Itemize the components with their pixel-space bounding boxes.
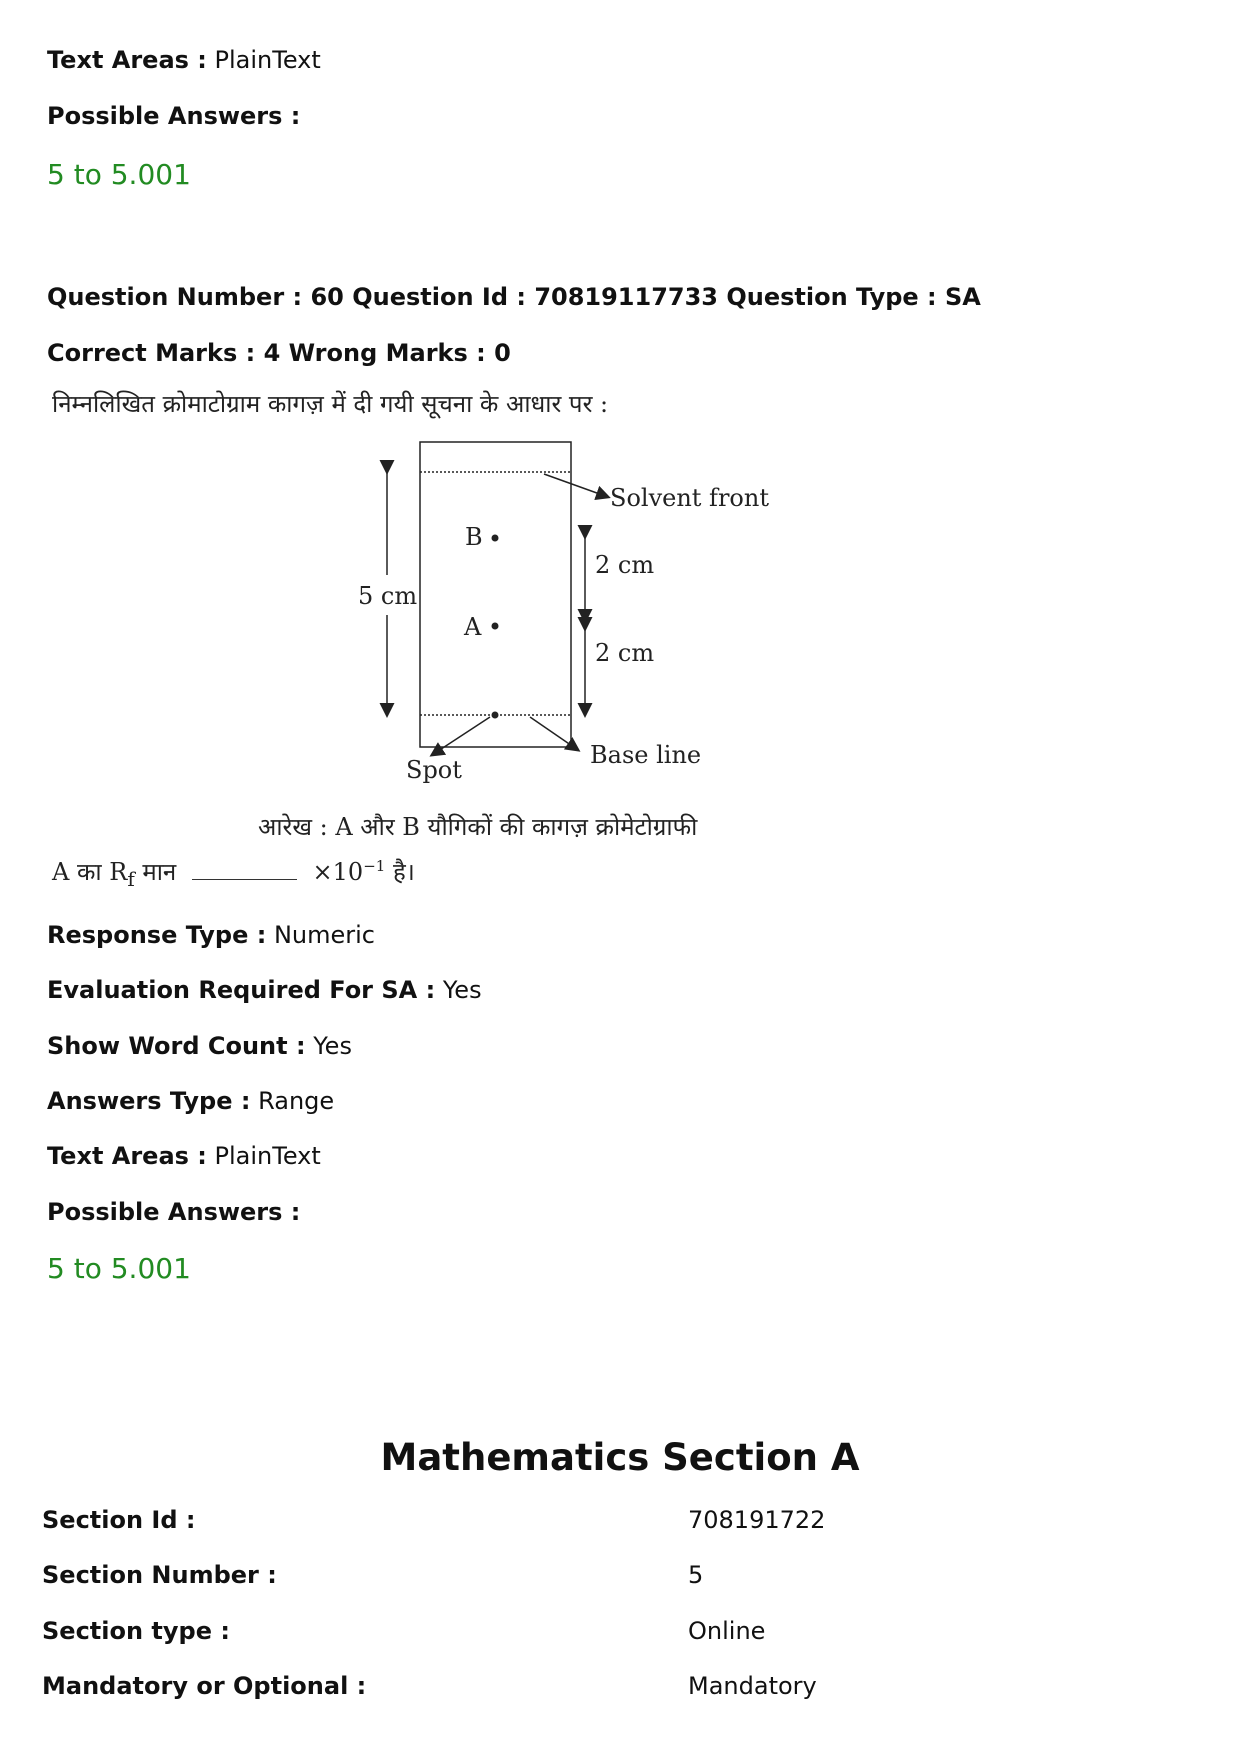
chromatogram-diagram: [340, 425, 800, 795]
word-count-line: [47, 1032, 352, 1060]
section-id-label: Section Id :: [42, 1506, 196, 1534]
section-type-value: Online: [688, 1617, 766, 1645]
multiplier: ×10: [312, 858, 364, 886]
evaluation-value: Yes: [442, 976, 482, 1004]
spot-pointer: [432, 717, 490, 755]
mandatory-value: Mandatory: [688, 1672, 817, 1700]
question-header: [47, 283, 981, 311]
response-type-line: [47, 921, 375, 949]
response-type-label: Response Type :: [47, 921, 267, 949]
section-number-label: Section Number :: [42, 1561, 277, 1589]
mandatory-label: Mandatory or Optional :: [42, 1672, 367, 1700]
solvent-front-label: Solvent front: [610, 484, 769, 512]
lower-gap-label: 2 cm: [595, 639, 655, 667]
upper-gap-label: 2 cm: [595, 551, 655, 579]
text-areas-line: [47, 46, 321, 74]
text-areas-label-2: Text Areas :: [47, 1142, 207, 1170]
section-id-value: 708191722: [688, 1506, 826, 1534]
possible-answers-value-2: 5 to 5.001: [47, 1252, 191, 1285]
question-blank-line: [52, 855, 415, 891]
exponent: −1: [363, 857, 386, 875]
word-count-label: Show Word Count :: [47, 1032, 306, 1060]
answers-type-value: Range: [258, 1087, 335, 1115]
base-line-label: Base line: [590, 741, 702, 769]
evaluation-label: Evaluation Required For SA :: [47, 976, 436, 1004]
spot-marker: [492, 712, 499, 719]
answer-blank: [192, 879, 297, 880]
spot-b: [492, 535, 499, 542]
spot-label: Spot: [406, 756, 462, 784]
diagram-caption: आरेख : A और B यौगिकों की कागज़ क्रोमेटोग्राफी: [258, 813, 698, 841]
text-areas-label: Text Areas :: [47, 46, 207, 74]
word-count-value: Yes: [313, 1032, 352, 1060]
evaluation-line: [47, 976, 482, 1004]
rf-subscript: f: [127, 866, 135, 891]
rf-label: A का R: [52, 858, 128, 886]
text-areas-value: PlainText: [214, 46, 321, 74]
text-areas-value-2: PlainText: [214, 1142, 321, 1170]
answers-type-line: [47, 1087, 334, 1115]
possible-answers-value: 5 to 5.001: [47, 158, 191, 191]
total-height-label: 5 cm: [358, 582, 418, 610]
possible-answers-label-2: Possible Answers :: [47, 1198, 301, 1226]
question-end: है।: [392, 858, 415, 886]
label-a: A: [464, 613, 482, 641]
possible-answers-label: Possible Answers :: [47, 102, 301, 130]
section-title: Mathematics Section A: [380, 1436, 860, 1479]
solvent-front-pointer: [544, 474, 608, 497]
response-type-value: Numeric: [273, 921, 375, 949]
question-marks: [47, 339, 511, 367]
section-number-value: 5: [688, 1561, 704, 1589]
section-type-label: Section type :: [42, 1617, 230, 1645]
text-areas-line-2: [47, 1142, 321, 1170]
spot-a: [492, 623, 499, 630]
possible-answers-line-2: [47, 1198, 300, 1226]
possible-answers-line: [47, 102, 300, 130]
paper-strip: [420, 442, 571, 747]
question-prompt: निम्नलिखित क्रोमाटोग्राम कागज़ में दी गयी सूचना के आधार पर :: [52, 390, 609, 418]
answers-type-label: Answers Type :: [47, 1087, 251, 1115]
question-marks-text: Correct Marks : 4 Wrong Marks : 0: [47, 339, 511, 367]
rf-value-word: मान: [142, 858, 177, 886]
question-header-text: Question Number : 60 Question Id : 70819117733 Question Type : SA: [47, 283, 981, 311]
label-b: B: [465, 523, 483, 551]
